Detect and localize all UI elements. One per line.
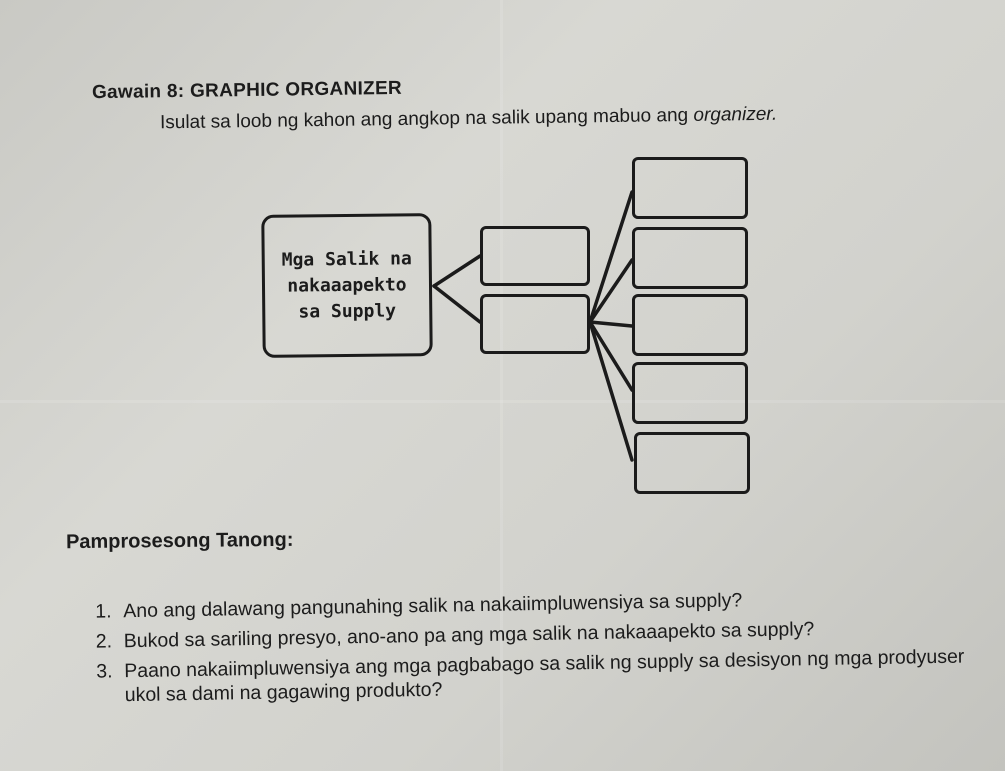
right-answer-box-5[interactable] [634, 432, 750, 494]
instruction-main: Isulat sa loob ng kahon ang angkop na salik upang mabuo ang [159, 104, 694, 134]
questions-heading: Pamprosesong Tanong: [65, 528, 294, 554]
connector-to-middle-bottom [434, 286, 480, 322]
connector-to-right-2 [590, 260, 632, 322]
questions-list [95, 584, 977, 713]
right-answer-box-2[interactable] [632, 227, 748, 289]
connector-to-right-1 [590, 192, 632, 322]
middle-answer-box-2[interactable] [480, 294, 590, 354]
question-number: 3. [96, 660, 113, 683]
activity-title: Gawain 8: GRAPHIC ORGANIZER [91, 77, 403, 104]
central-factor-box [261, 213, 432, 358]
right-answer-box-1[interactable] [632, 157, 748, 219]
question-text: Bukod sa sariling presyo, ano-ano pa ang mga salik na nakaaapekto sa supply? [123, 618, 815, 653]
question-number: 1. [95, 600, 112, 623]
central-factor-label: Mga Salik na nakaaapekto sa Supply [281, 247, 412, 323]
connector-to-right-4 [590, 322, 632, 390]
question-text: Paano nakaiimpluwensiya ang mga pagbabago sa salik ng supply sa desisyon ng mga prodyuser ukol sa dami na gagawing produkto? [124, 645, 965, 707]
instruction-italic: organizer. [693, 103, 778, 126]
connector-to-right-3 [590, 322, 632, 326]
middle-answer-box-1[interactable] [480, 226, 590, 286]
question-text: Ano ang dalawang pangunahing salik na nakaiimpluwensiya sa supply? [123, 589, 743, 623]
connector-to-middle-top [434, 256, 480, 286]
right-answer-box-4[interactable] [632, 362, 748, 424]
right-answer-box-3[interactable] [632, 294, 748, 356]
connector-to-right-5 [590, 322, 632, 460]
question-item-3 [96, 644, 977, 707]
question-number: 2. [95, 630, 113, 653]
